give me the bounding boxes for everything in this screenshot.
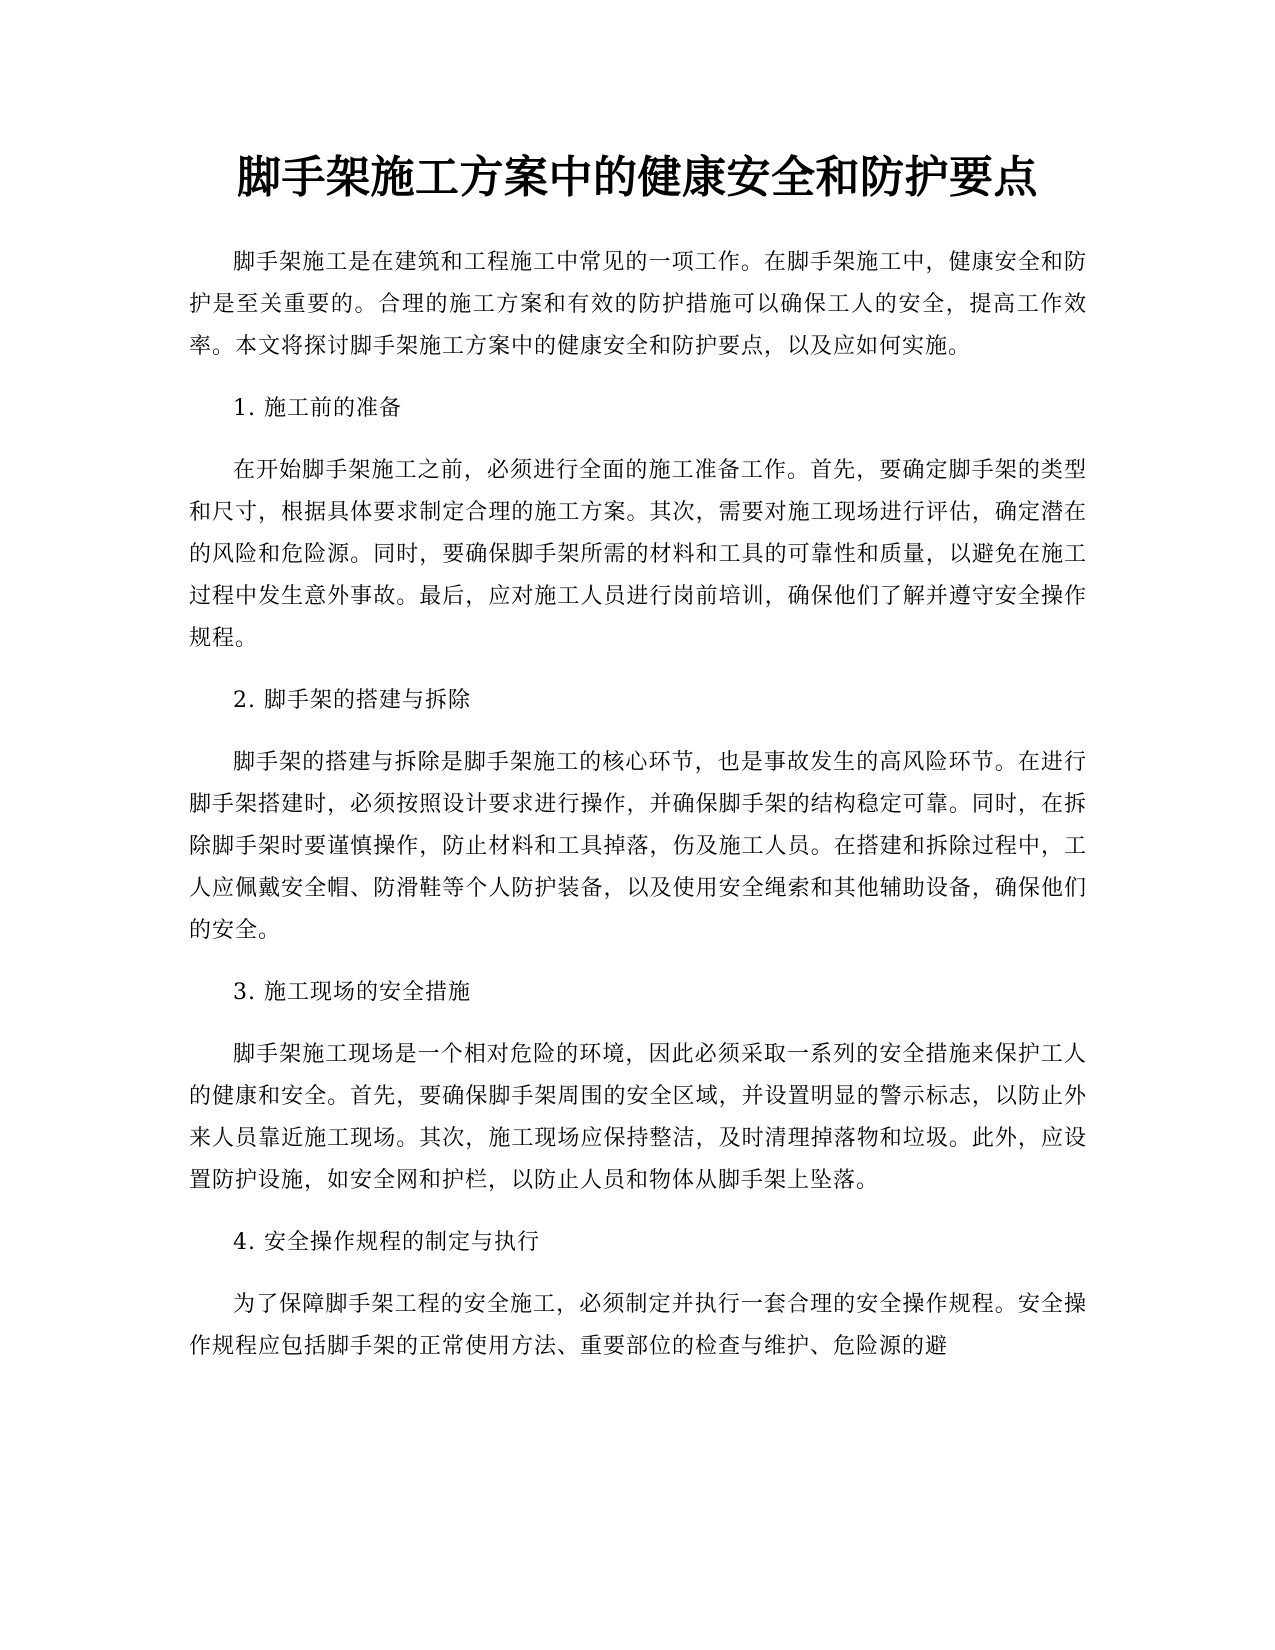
section-heading-4: 4. 安全操作规程的制定与执行 — [233, 1230, 540, 1255]
section-body-1: 在开始脚手架施工之前，必须进行全面的施工准备工作。首先，要确定脚手架的类型和尺寸，根据具体要求制定合理的施工方案。其次，需要对施工现场进行评估，确定潜在的风险和危险源。同时，要确保脚手架所需的材料和工具的可靠性和质量，以避免在施工过程中发生意外事故。最后，应对施工人员进行岗前培训，确保他们了解并遵守安全操作规程。 — [189, 458, 1087, 651]
section-heading-1: 1. 施工前的准备 — [233, 396, 402, 421]
section-heading-2: 2. 脚手架的搭建与拆除 — [233, 688, 471, 713]
section-body-3: 脚手架施工现场是一个相对危险的环境，因此必须采取一系列的安全措施来保护工人的健康和安全。首先，要确保脚手架周围的安全区域，并设置明显的警示标志，以防止外来人员靠近施工现场。其次，施工现场应保持整洁，及时清理掉落物和垃圾。此外，应设置防护设施，如安全网和护栏，以防止人员和物体从脚手架上坠落。 — [189, 1042, 1087, 1193]
section-body-4: 为了保障脚手架工程的安全施工，必须制定并执行一套合理的安全操作规程。安全操作规程应包括脚手架的正常使用方法、重要部位的检查与维护、危险源的避 — [189, 1292, 1087, 1359]
section-body-2: 脚手架的搭建与拆除是脚手架施工的核心环节，也是事故发生的高风险环节。在进行脚手架搭建时，必须按照设计要求进行操作，并确保脚手架的结构稳定可靠。同时，在拆除脚手架时要谨慎操作，防止材料和工具掉落，伤及施工人员。在搭建和拆除过程中，工人应佩戴安全帽、防滑鞋等个人防护装备，以及使用安全绳索和其他辅助设备，确保他们的安全。 — [189, 750, 1087, 943]
intro-paragraph: 脚手架施工是在建筑和工程施工中常见的一项工作。在脚手架施工中，健康安全和防护是至关重要的。合理的施工方案和有效的防护措施可以确保工人的安全，提高工作效率。本文将探讨脚手架施工方案中的健康安全和防护要点，以及应如何实施。 — [189, 250, 1087, 359]
section-heading-3: 3. 施工现场的安全措施 — [233, 980, 471, 1005]
document-body — [189, 242, 1087, 1368]
document-title: 脚手架施工方案中的健康安全和防护要点 — [237, 152, 1038, 203]
